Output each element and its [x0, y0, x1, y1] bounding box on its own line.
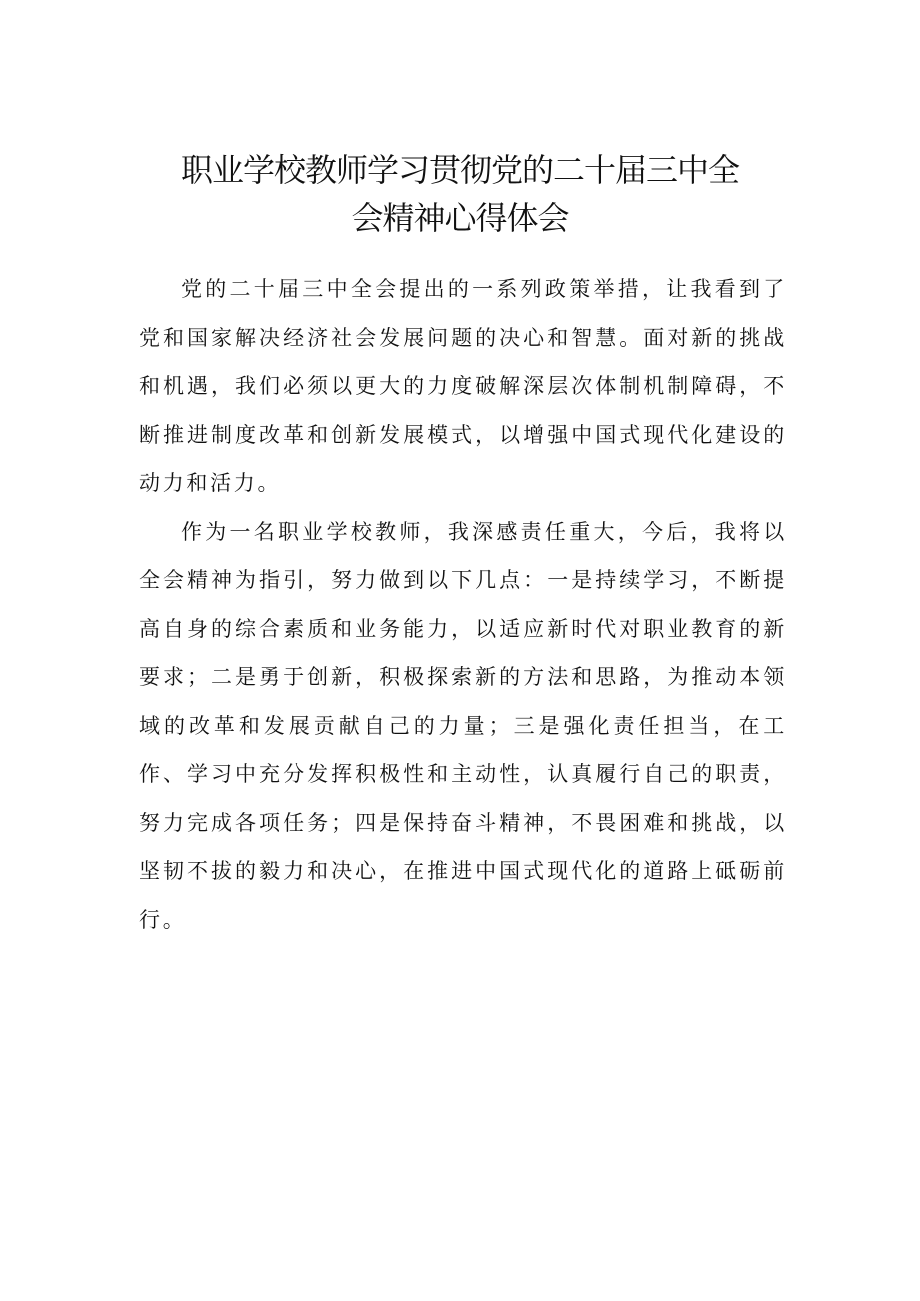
- document-body: [139, 265, 787, 944]
- document-title: [120, 146, 800, 242]
- paragraph-2: 作为一名职业学校教师，我深感责任重大，今后，我将以全会精神为指引，努力做到以下几点：一是持续学习，不断提高自身的综合素质和业务能力，以适应新时代对职业教育的新要求；二是勇于创新，积极探索新的方法和思路，为推动本领域的改革和发展贡献自己的力量；三是强化责任担当，在工作、学习中充分发挥积极性和主动性，认真履行自己的职责，努力完成各项任务；四是保持奋斗精神，不畏困难和挑战，以坚韧不拔的毅力和决心，在推进中国式现代化的道路上砥砺前行。: [139, 519, 787, 932]
- paragraph-1: 党的二十届三中全会提出的一系列政策举措，让我看到了党和国家解决经济社会发展问题的决心和智慧。面对新的挑战和机遇，我们必须以更大的力度破解深层次体制机制障碍，不断推进制度改革和创新发展模式，以增强中国式现代化建设的动力和活力。: [139, 277, 787, 495]
- title-line-2: 会精神心得体会: [351, 199, 569, 237]
- title-line-1: 职业学校教师学习贯彻党的二十届三中全: [180, 151, 739, 189]
